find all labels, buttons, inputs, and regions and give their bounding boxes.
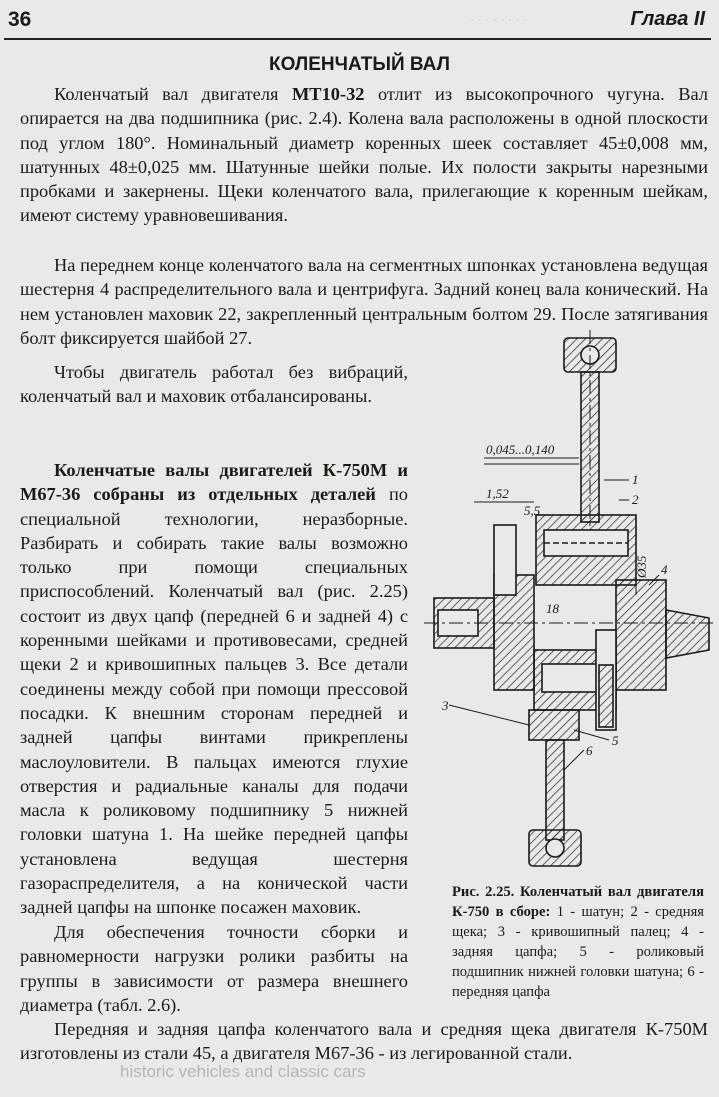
paragraph-2: На переднем конце коленчатого вала на сегментных шпонках установлена ведущая шестерня 4 распределительного вала и центрифуга. Задний конец вала конический. На нем установлен маховик 22, закрепленный центральным болтом 29. После затягивания болт фиксируется шайбой 27. bbox=[20, 255, 708, 348]
dim-c: 18 bbox=[546, 601, 559, 616]
p1-text-a: Коленчатый вал двигателя bbox=[54, 84, 292, 104]
p4-text: по специальной технологии, неразборные. Разбирать и собирать такие валы возможно только при помощи специальных приспособлений. Коленчатый вал (рис. 2.25) состоит из двух цапф (передней 6 и задней 4) с коренными шейками и противовесами, средней щеки 2 и кривошипных пальцев 3. Все детали соединены между собой при помощи прессовой посадки. К внешним сторонам передней и задней цапфы винтами прикреплены маслоуловители. В пальцах имеются глухие отверстия и радиальные каналы для подачи масла к роликовому подшипнику 5 нижней головки шатуна 1. На шейке передней цапфы установлена ведущая шестерня газораспределителя, а на конической части задней цапфы на шпонке посажен маховик. bbox=[20, 484, 409, 918]
paragraph-3: Чтобы двигатель работал без вибраций, коленчатый вал и маховик отбалансированы. bbox=[20, 362, 408, 407]
dim-a: 1,52 bbox=[486, 486, 509, 501]
rear-trunnion bbox=[616, 580, 666, 690]
dim-clearance: 0,045...0,140 bbox=[486, 442, 555, 457]
dim-d: Ø35 bbox=[634, 555, 649, 578]
p4-bold-lead: Коленчатые валы двигателей К-750М и М67-36 собраны из отдельных деталей bbox=[20, 460, 408, 505]
lower-rod-shaft bbox=[546, 740, 564, 840]
p1-engine-model: МТ10-32 bbox=[291, 84, 365, 104]
label-3: 3 bbox=[442, 698, 449, 713]
crankshaft-drawing bbox=[424, 330, 714, 875]
bleed-through: · · · · · · · · bbox=[470, 12, 528, 27]
paragraph-1 bbox=[20, 82, 708, 228]
section-title: КОЛЕНЧАТЫЙ ВАЛ bbox=[269, 54, 450, 75]
header-rule bbox=[4, 38, 711, 40]
paragraph-5: Для обеспечения точности сборки и равномерности нагрузки ролики разбиты на группы в зависимости от размера внешнего диаметра (табл. 2.6). bbox=[20, 922, 408, 1015]
chapter-label: Глава II bbox=[630, 8, 705, 30]
page-number: 36 bbox=[8, 8, 32, 31]
label-6: 6 bbox=[586, 743, 593, 758]
p1-text-b: отлит из высокопрочного чугуна. Вал опирается на два подшипника (рис. 2.4). Колена вала расположены в одной плоскости под углом 180°. Номинальный диаметр коренных шеек составляет 45±0,008 мм, шатунных 48±0,025 мм. Шатунные шейки полые. Их полости закрыты нарезными пробками и закернены. Щеки коленчатого вала, прилегающие к коренным шейкам, имеют систему уравновешивания. bbox=[20, 84, 708, 226]
label-2: 2 bbox=[632, 492, 639, 507]
paragraph-6: Передняя и задняя цапфа коленчатого вала и средняя щека двигателя К-750М изготовлены из стали 45, а двигателя М67-36 - из легированной стали. bbox=[20, 1019, 708, 1064]
dim-b: 5,5 bbox=[524, 503, 541, 518]
watermark-text: historic vehicles and classic cars bbox=[120, 1062, 366, 1081]
caption-text: 1 - шатун; 2 - средняя щека; 3 - кривошипный палец; 4 - задняя цапфа; 5 - роликовый подшипник нижней головки шатуна; 6 - передняя цапфа bbox=[452, 904, 705, 1000]
figure-caption bbox=[452, 882, 704, 1002]
caption-title: Рис. 2.25. Коленчатый вал двигателя К-750 в сборе: bbox=[452, 884, 704, 920]
label-5: 5 bbox=[612, 733, 619, 748]
label-4: 4 bbox=[661, 562, 668, 577]
paragraph-4 bbox=[20, 458, 408, 920]
label-1: 1 bbox=[632, 472, 639, 487]
